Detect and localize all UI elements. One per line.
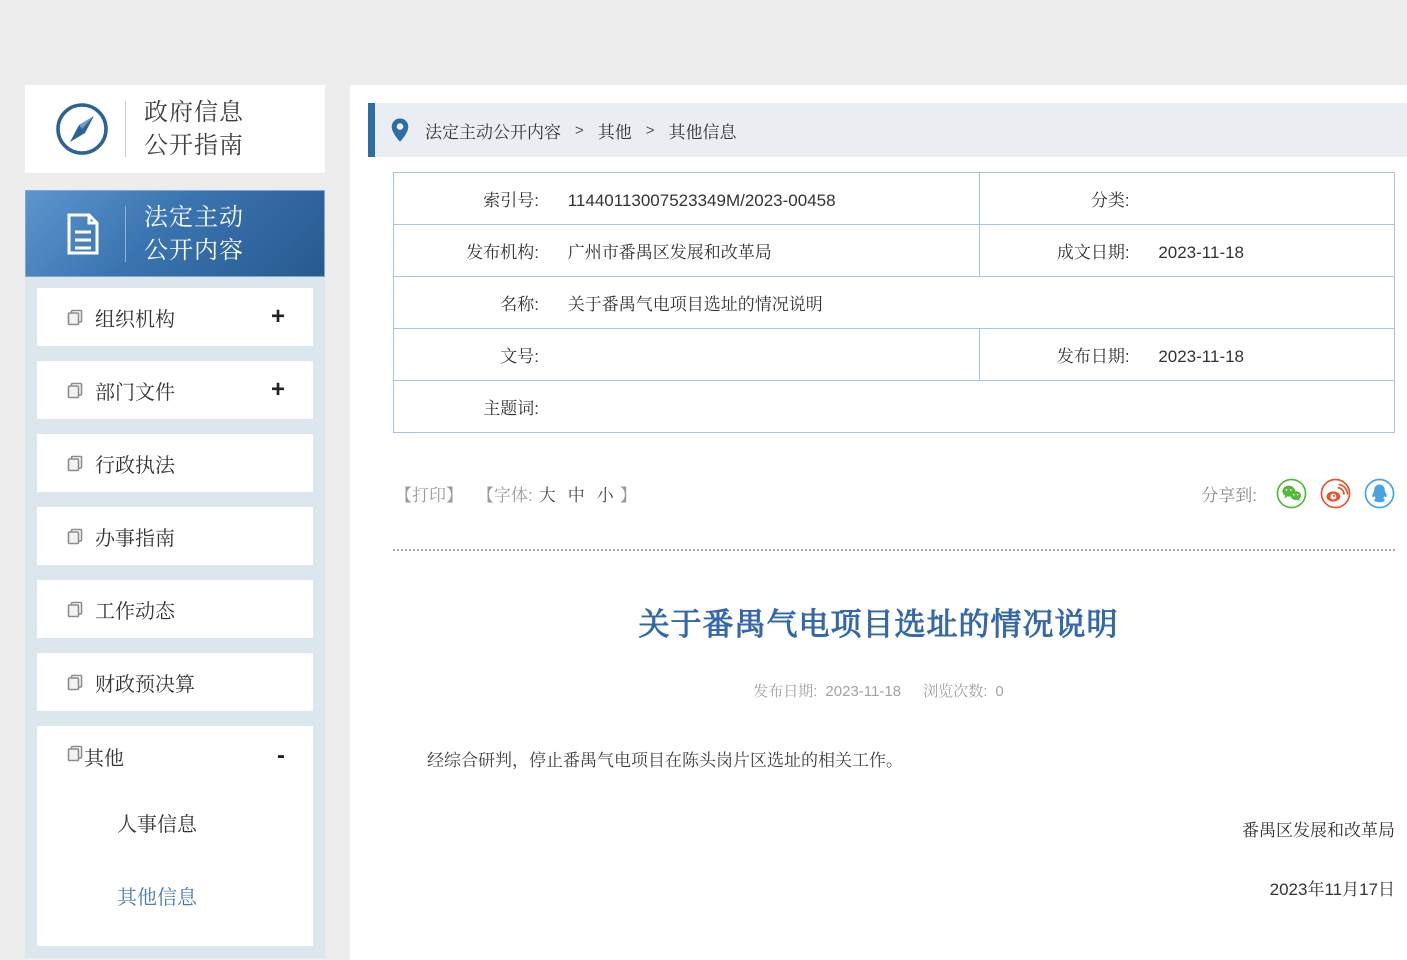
active-title-line2: 公开内容: [144, 236, 244, 264]
doc-name-label: 名称:: [500, 295, 539, 314]
pages-icon: [67, 601, 84, 618]
article-meta: [350, 680, 1407, 701]
sidebar-section-active[interactable]: [25, 190, 325, 277]
sidebar-guide-title: [144, 96, 244, 162]
divider: [125, 206, 126, 262]
article-signature: 番禺区发展和改革局: [1242, 821, 1395, 841]
doc-number-cell: [394, 329, 980, 381]
expand-toggle[interactable]: +: [270, 376, 285, 403]
font-large-button[interactable]: 大: [538, 486, 556, 505]
doc-date-label: 成文日期:: [1056, 243, 1130, 262]
pub-date-value: 2023-11-18: [1158, 347, 1245, 366]
divider: [125, 101, 126, 157]
breadcrumb-item-other-info[interactable]: 其他信息: [668, 122, 737, 142]
doc-name-cell: [394, 277, 1395, 329]
breadcrumb: [368, 103, 1407, 157]
table-row: [394, 225, 1395, 277]
table-row: [394, 277, 1395, 329]
agency-cell: [394, 225, 980, 277]
sidebar-item-service-guide[interactable]: [37, 507, 313, 565]
pages-icon: [67, 745, 84, 767]
pages-icon: [67, 528, 84, 545]
font-small-button[interactable]: 小: [596, 486, 614, 505]
agency-label: 发布机构:: [466, 243, 539, 262]
info-table: [393, 172, 1395, 433]
sidebar-item-work-updates[interactable]: [37, 580, 313, 638]
pages-icon: [67, 382, 84, 399]
font-group-open: 【字体:: [477, 486, 533, 505]
doc-name-value: 关于番禺气电项目选址的情况说明: [567, 295, 823, 314]
meta-views-value: 0: [995, 683, 1004, 700]
sidebar-item-label: 财政预决算: [95, 673, 195, 696]
sidebar-item-label: 部门文件: [95, 381, 175, 404]
category-label: 分类:: [1090, 191, 1130, 210]
qq-share-icon[interactable]: [1364, 478, 1395, 509]
pub-date-label: 发布日期:: [1056, 347, 1130, 366]
guide-title-line2: 公开指南: [144, 132, 244, 159]
sidebar-item-law-enforcement[interactable]: [37, 434, 313, 492]
meta-views-label: 浏览次数:: [923, 683, 988, 700]
doc-number-label: 文号:: [500, 347, 539, 366]
sidebar-item-dept-files[interactable]: [37, 361, 313, 419]
breadcrumb-separator: >: [575, 121, 584, 139]
sidebar-item-orgs[interactable]: [37, 288, 313, 346]
guide-title-line1: 政府信息: [144, 99, 244, 126]
compass-icon: [53, 101, 111, 157]
pages-icon: [67, 674, 84, 691]
font-medium-button[interactable]: 中: [567, 486, 585, 505]
article-toolbar: [395, 478, 1395, 509]
sidebar-active-title: [144, 201, 244, 267]
active-title-line1: 法定主动: [144, 203, 244, 231]
sidebar-subitem-other-info[interactable]: 其他信息: [117, 887, 197, 909]
table-row: [394, 381, 1395, 433]
index-number-label: 索引号:: [483, 191, 539, 210]
sidebar-item-label: 组织机构: [95, 308, 175, 331]
sidebar: [25, 85, 325, 960]
breadcrumb-separator: >: [645, 121, 655, 139]
index-number-cell: [394, 173, 980, 225]
doc-date-cell: [979, 225, 1394, 277]
sidebar-guide-link[interactable]: [25, 85, 325, 173]
meta-pub-date-value: 2023-11-18: [825, 683, 902, 700]
sidebar-item-other[interactable]: [37, 726, 313, 786]
article-sign-date: 2023年11月17日: [1269, 880, 1395, 900]
breadcrumb-item-other[interactable]: 其他: [597, 122, 632, 142]
sidebar-item-label: 其他: [84, 747, 124, 770]
font-group-close: 】: [619, 486, 637, 505]
pub-date-cell: [979, 329, 1394, 381]
sidebar-subitem-personnel-info[interactable]: 人事信息: [117, 814, 197, 836]
doc-date-value: 2023-11-18: [1158, 243, 1245, 262]
breadcrumb-item-legal-disclosure[interactable]: 法定主动公开内容: [425, 122, 561, 142]
sidebar-item-label: 工作动态: [95, 600, 175, 623]
table-row: [394, 173, 1395, 225]
keywords-label: 主题词:: [483, 399, 539, 418]
category-cell: [979, 173, 1394, 225]
expand-toggle[interactable]: +: [270, 303, 285, 330]
main-content: [350, 85, 1407, 960]
document-icon: [53, 206, 111, 262]
agency-value: 广州市番禺区发展和改革局: [567, 243, 772, 262]
table-row: [394, 329, 1395, 381]
section-divider: [393, 549, 1395, 551]
meta-pub-date-label: 发布日期:: [753, 683, 818, 700]
share-tools: [1201, 478, 1395, 509]
location-pin-icon: [391, 118, 409, 143]
weibo-share-icon[interactable]: [1320, 478, 1351, 509]
index-number-value: 11440113007523349M/2023-00458: [567, 191, 836, 210]
sidebar-item-label: 行政执法: [95, 454, 175, 477]
share-label: 分享到:: [1201, 486, 1257, 505]
article-title: 关于番禺气电项目选址的情况说明: [638, 607, 1119, 642]
sidebar-menu: [25, 277, 325, 958]
pages-icon: [67, 309, 84, 326]
sidebar-group-other: [37, 726, 313, 946]
font-size-group: [477, 481, 637, 506]
print-font-tools: [395, 481, 637, 506]
article-body: 经综合研判，停止番禺气电项目在陈头岗片区选址的相关工作。: [427, 751, 903, 770]
collapse-toggle[interactable]: -: [277, 742, 285, 769]
keywords-cell: [394, 381, 1395, 433]
sidebar-item-budget[interactable]: [37, 653, 313, 711]
print-button[interactable]: 【打印】: [395, 486, 463, 505]
wechat-share-icon[interactable]: [1276, 478, 1307, 509]
sidebar-item-label: 办事指南: [95, 527, 175, 550]
pages-icon: [67, 455, 84, 472]
